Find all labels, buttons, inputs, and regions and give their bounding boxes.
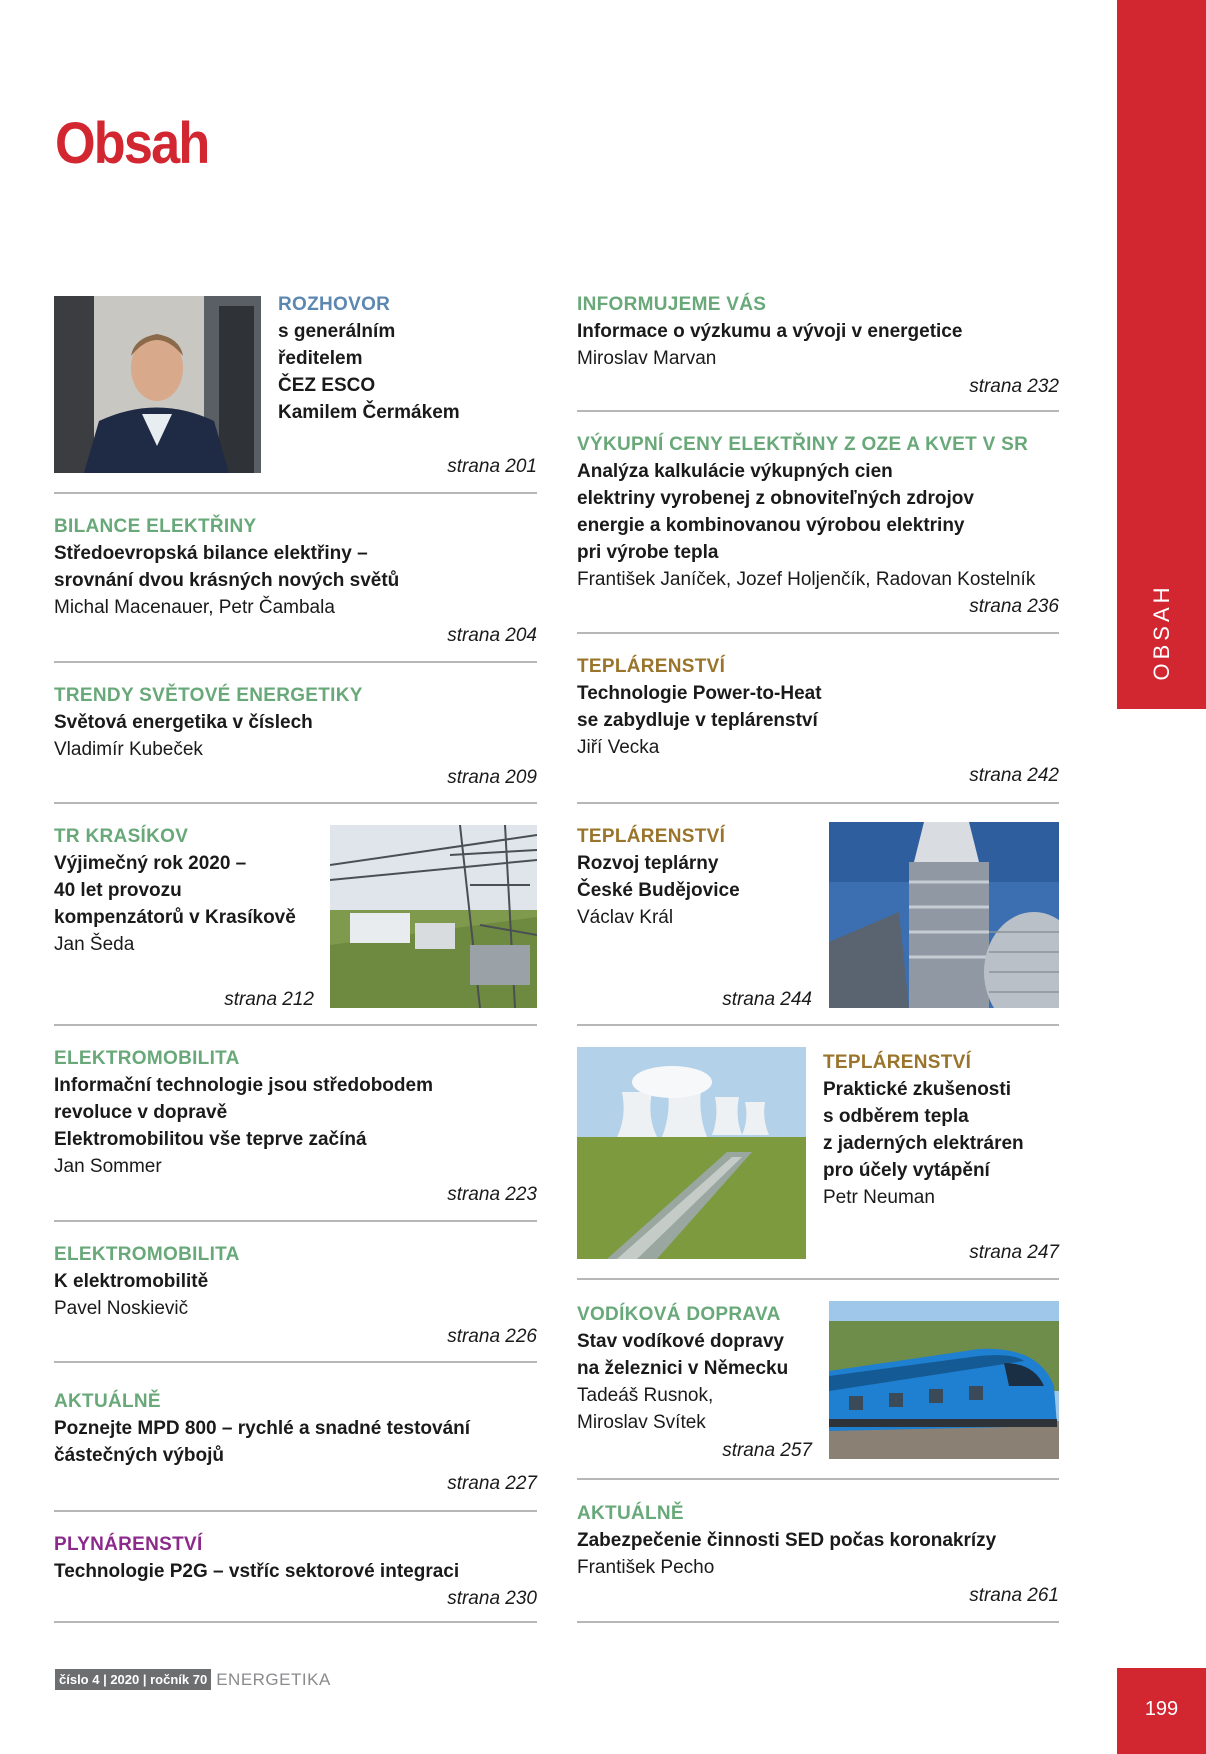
entry-title-line: Výjimečný rok 2020 – [54, 853, 247, 874]
entry-title-line: Informace o výzkumu a vývoji v energetice [577, 321, 963, 342]
substation-photo [330, 825, 537, 1008]
entry-page: strana 212 [224, 989, 314, 1010]
entry-author: Miroslav Svítek [577, 1412, 706, 1433]
entry-page: strana 226 [447, 1326, 537, 1347]
separator [54, 802, 537, 804]
entry-title-line: Technologie P2G – vstříc sektorové integraci [54, 1561, 460, 1582]
entry-category: TEPLÁRENSTVÍ [577, 826, 726, 847]
entry-title-line: Stav vodíkové dopravy [577, 1331, 784, 1352]
entry-title-line: se zabydluje v teplárenství [577, 710, 818, 731]
entry-page: strana 223 [447, 1184, 537, 1205]
entry-category: TRENDY SVĚTOVÉ ENERGETIKY [54, 685, 363, 706]
separator [54, 1024, 537, 1026]
nuclear-plant-photo [577, 1047, 806, 1259]
entry-author: František Pecho [577, 1557, 715, 1578]
entry-author: Pavel Noskievič [54, 1298, 189, 1319]
entry-category: ELEKTROMOBILITA [54, 1048, 240, 1069]
entry-page: strana 261 [969, 1585, 1059, 1606]
page-number-box [1117, 1668, 1206, 1754]
entry-category: PLYNÁRENSTVÍ [54, 1534, 203, 1555]
toc-entry[interactable] [54, 513, 537, 650]
toc-entry[interactable] [54, 1241, 537, 1351]
magazine-brand: ENERGETIKA [216, 1669, 331, 1689]
toc-entry[interactable] [577, 1500, 1059, 1610]
entry-title-line: Elektromobilitou vše teprve začíná [54, 1129, 367, 1150]
entry-title-line: pro účely vytápění [823, 1160, 990, 1181]
toc-entry[interactable] [54, 823, 314, 1013]
separator [577, 632, 1059, 634]
entry-title-line: energie a kombinovanou výrobou elektriny [577, 515, 965, 536]
entry-title-line: Praktické zkušenosti [823, 1079, 1011, 1100]
entry-author: Tadeáš Rusnok, [577, 1385, 714, 1406]
entry-title-line: kompenzátorů v Krasíkově [54, 907, 296, 928]
toc-entry[interactable] [54, 682, 537, 792]
toc-entry[interactable] [577, 653, 1059, 790]
entry-title-line: pri výrobe tepla [577, 542, 719, 563]
toc-entry[interactable] [823, 1049, 1059, 1267]
toc-entry[interactable] [577, 823, 812, 1013]
entry-title-line: na železnici v Německu [577, 1358, 789, 1379]
entry-title-line: elektriny vyrobenej z obnoviteľných zdrojov [577, 488, 974, 509]
entry-author: Miroslav Marvan [577, 348, 717, 369]
entry-title-line: Rozvoj teplárny [577, 853, 719, 874]
entry-page: strana 236 [969, 596, 1059, 617]
entry-title-line: Kamilem Čermákem [278, 402, 460, 423]
entry-page: strana 204 [447, 625, 537, 646]
toc-entry[interactable] [54, 1388, 537, 1498]
entry-title-line: Technologie Power-to-Heat [577, 683, 822, 704]
entry-title-line: Informační technologie jsou středobodem [54, 1075, 433, 1096]
separator [54, 1510, 537, 1512]
section-side-label: OBSAH [1149, 583, 1174, 681]
separator [577, 802, 1059, 804]
page-title: Obsah [55, 111, 209, 176]
separator [577, 1478, 1059, 1480]
toc-entry[interactable] [577, 1301, 812, 1464]
toc-entry[interactable] [54, 1045, 537, 1208]
entry-category: BILANCE ELEKTŘINY [54, 516, 257, 537]
entry-category: VODÍKOVÁ DOPRAVA [577, 1304, 781, 1325]
entry-category: AKTUÁLNĚ [54, 1391, 161, 1412]
separator [54, 1621, 537, 1623]
entry-title-line: Světová energetika v číslech [54, 712, 313, 733]
entry-title-line: ředitelem [278, 348, 363, 369]
entry-author: Jan Sommer [54, 1156, 162, 1177]
entry-title-line: revoluce v dopravě [54, 1102, 228, 1123]
heating-plant-photo [829, 822, 1059, 1008]
separator [577, 1024, 1059, 1026]
entry-page: strana 227 [447, 1473, 537, 1494]
separator [54, 1361, 537, 1363]
entry-category: INFORMUJEME VÁS [577, 294, 767, 315]
entry-title-line: K elektromobilitě [54, 1271, 209, 1292]
entry-author: Michal Macenauer, Petr Čambala [54, 597, 335, 618]
entry-title-line: České Budějovice [577, 880, 740, 901]
toc-entry[interactable] [577, 291, 1059, 401]
entry-category: AKTUÁLNĚ [577, 1503, 684, 1524]
page-number: 199 [1144, 1698, 1179, 1720]
entry-page: strana 244 [722, 989, 812, 1010]
entry-title-line: Zabezpečenie činnosti SED počas koronakrízy [577, 1530, 997, 1551]
entry-title-line: 40 let provozu [54, 880, 182, 901]
entry-title-line: srovnání dvou krásných nových světů [54, 570, 400, 591]
entry-page: strana 201 [447, 456, 537, 477]
entry-author: Jan Šeda [54, 934, 135, 955]
separator [577, 410, 1059, 412]
toc-entry[interactable] [278, 291, 537, 481]
portrait-photo [54, 296, 261, 473]
footer [55, 1669, 331, 1690]
entry-category: ROZHOVOR [278, 294, 391, 315]
entry-author: Jiří Vecka [577, 737, 660, 758]
entry-title-line: Poznejte MPD 800 – rychlé a snadné testování [54, 1418, 471, 1439]
entry-category: ELEKTROMOBILITA [54, 1244, 240, 1265]
hydrogen-train-photo [829, 1301, 1059, 1459]
separator [577, 1278, 1059, 1280]
entry-page: strana 247 [969, 1242, 1059, 1263]
toc-entry[interactable] [577, 431, 1059, 621]
entry-title-line: ČEZ ESCO [278, 375, 376, 396]
entry-title-line: s odběrem tepla [823, 1106, 969, 1127]
entry-page: strana 257 [722, 1440, 812, 1461]
entry-title-line: z jaderných elektráren [823, 1133, 1024, 1154]
entry-category: TEPLÁRENSTVÍ [823, 1052, 972, 1073]
entry-category: VÝKUPNÍ CENY ELEKTŘINY Z OZE A KVET V SR [577, 434, 1029, 455]
entry-page: strana 209 [447, 767, 537, 788]
entry-title-line: částečných výbojů [54, 1445, 225, 1466]
entry-category: TR KRASÍKOV [54, 826, 189, 847]
entry-author: František Janíček, Jozef Holjenčík, Radovan Kostelník [577, 569, 1036, 590]
separator [54, 1220, 537, 1222]
entry-category: TEPLÁRENSTVÍ [577, 656, 726, 677]
entry-author: Petr Neuman [823, 1187, 935, 1208]
entry-title-line: Středoevropská bilance elektřiny – [54, 543, 368, 564]
entry-title-line: s generálním [278, 321, 396, 342]
issue-label: číslo 4 | 2020 | ročník 70 [55, 1669, 211, 1690]
entry-page: strana 242 [969, 765, 1059, 786]
entry-page: strana 230 [447, 1588, 537, 1609]
entry-page: strana 232 [969, 376, 1059, 397]
entry-author: Václav Král [577, 907, 674, 928]
separator [54, 492, 537, 494]
toc-entry[interactable] [54, 1531, 537, 1613]
separator [577, 1621, 1059, 1623]
entry-title-line: Analýza kalkulácie výkupných cien [577, 461, 893, 482]
entry-author: Vladimír Kubeček [54, 739, 203, 760]
separator [54, 661, 537, 663]
